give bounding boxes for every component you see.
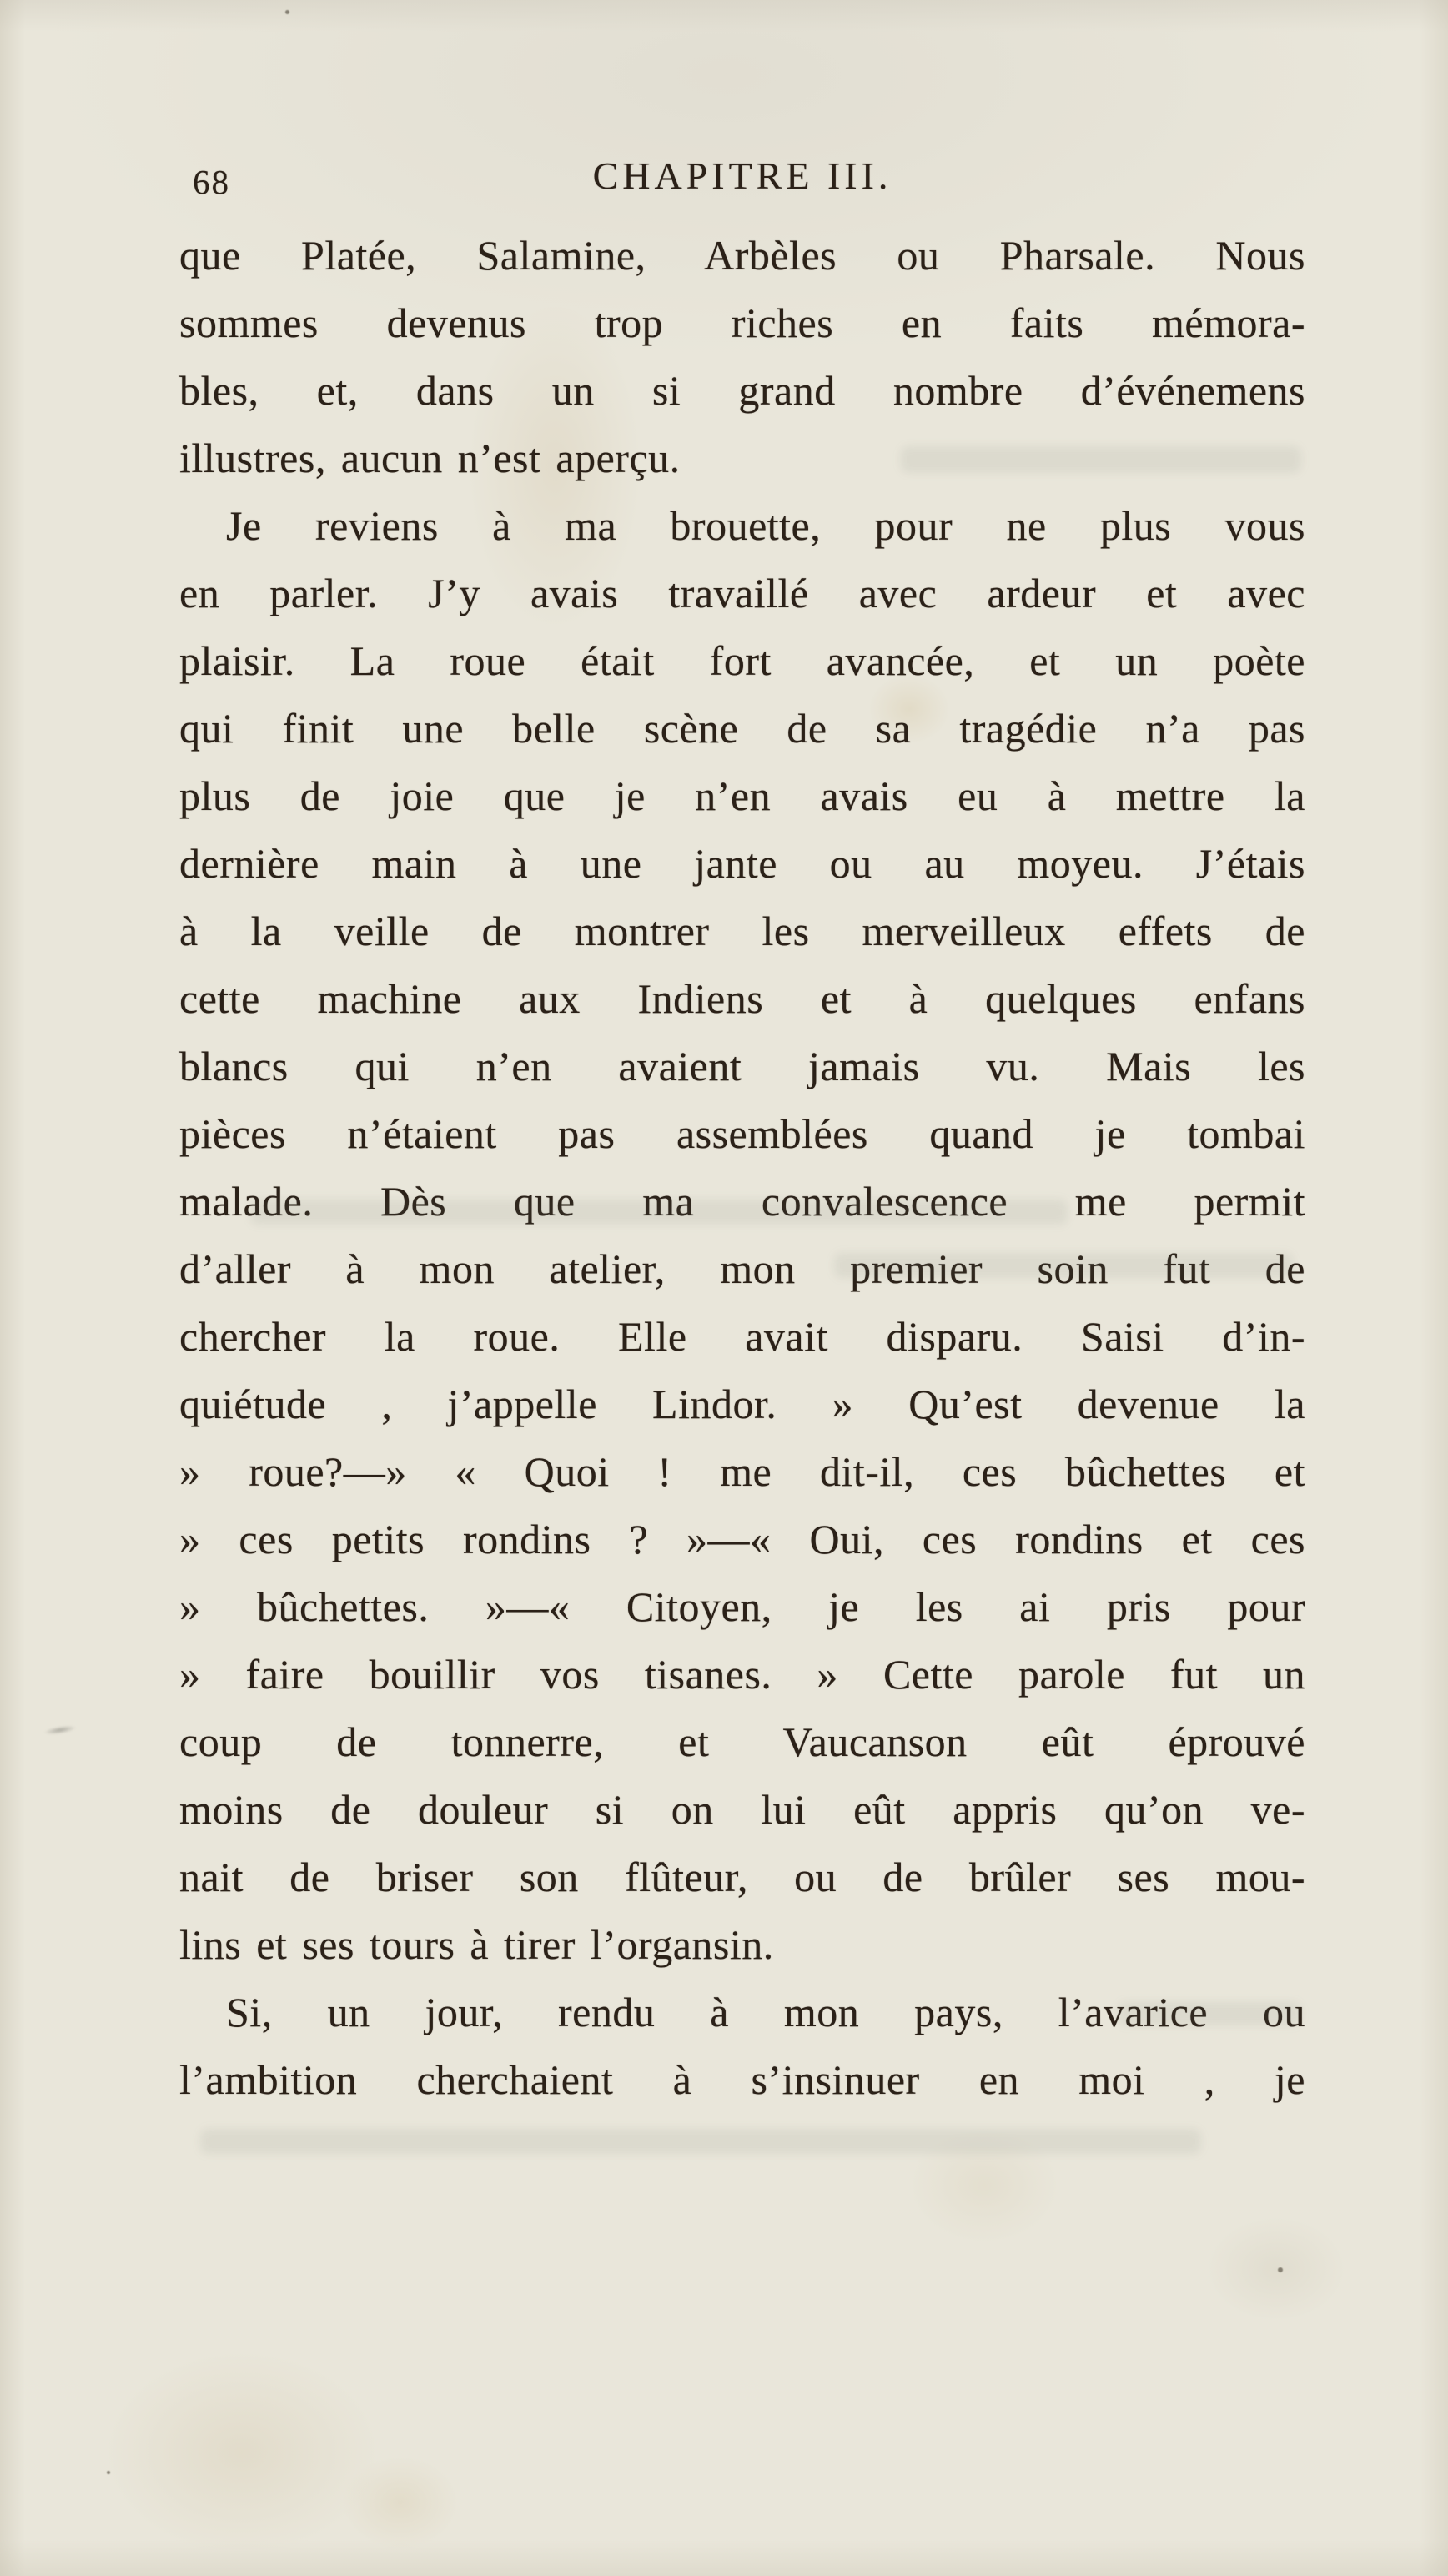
text-line: » roue?—» « Quoi ! me dit-il, ces bûchettes et — [179, 1448, 1305, 1495]
text-line: » ces petits rondins ? »—« Oui, ces rondins et ces — [179, 1516, 1305, 1562]
text-line: qui finit une belle scène de sa tragédie n’a pas — [179, 705, 1305, 752]
text-line: pièces n’étaient pas assemblées quand je tombai — [179, 1110, 1305, 1157]
chapter-header: CHAPITRE III. — [592, 154, 892, 197]
show-through-mark — [200, 2129, 1201, 2154]
text-line: blancs qui n’en avaient jamais vu. Mais les — [179, 1043, 1305, 1089]
text-line: nait de briser son flûteur, ou de brûler ses mou- — [179, 1854, 1305, 1900]
text-line: Je reviens à ma brouette, pour ne plus vous — [226, 502, 1305, 549]
body-text — [179, 222, 1305, 2114]
running-header — [179, 153, 1305, 207]
text-line: illustres, aucun n’est aperçu. — [179, 435, 681, 481]
margin-smudge — [38, 1722, 82, 1738]
text-line: l’ambition cherchaient à s’insinuer en moi , je — [179, 2056, 1305, 2103]
text-line: cette machine aux Indiens et à quelques enfans — [179, 975, 1305, 1022]
ink-speck — [285, 10, 289, 14]
text-line: coup de tonnerre, et Vaucanson eût éprouvé — [179, 1718, 1305, 1765]
text-line: que Platée, Salamine, Arbèles ou Pharsale. Nous — [179, 232, 1305, 279]
text-line: sommes devenus trop riches en faits mémora- — [179, 299, 1305, 346]
text-line: Si, un jour, rendu à mon pays, l’avarice ou — [226, 1989, 1305, 2035]
ink-speck — [1278, 2267, 1283, 2272]
text-line: chercher la roue. Elle avait disparu. Saisi d’in- — [179, 1313, 1305, 1360]
text-line: malade. Dès que ma convalescence me permit — [179, 1178, 1305, 1225]
text-line: plus de joie que je n’en avais eu à mettre la — [179, 772, 1305, 819]
page-number: 68 — [193, 163, 230, 201]
text-line: lins et ses tours à tirer l’organsin. — [179, 1921, 774, 1968]
text-line: bles, et, dans un si grand nombre d’événemens — [179, 367, 1305, 414]
text-line: moins de douleur si on lui eût appris qu’on ve- — [179, 1786, 1305, 1833]
ink-speck — [107, 2471, 110, 2474]
text-line: en parler. J’y avais travaillé avec ardeur et avec — [179, 570, 1305, 616]
text-line: à la veille de montrer les merveilleux effets de — [179, 908, 1305, 954]
text-line: d’aller à mon atelier, mon premier soin fut de — [179, 1245, 1305, 1292]
text-line: plaisir. La roue était fort avancée, et un poète — [179, 637, 1305, 684]
text-line: » faire bouillir vos tisanes. » Cette parole fut un — [179, 1651, 1305, 1698]
text-line: quiétude , j’appelle Lindor. » Qu’est devenue la — [179, 1381, 1305, 1427]
text-line: » bûchettes. »—« Citoyen, je les ai pris pour — [179, 1583, 1305, 1630]
text-line: dernière main à une jante ou au moyeu. J’étais — [179, 840, 1305, 887]
